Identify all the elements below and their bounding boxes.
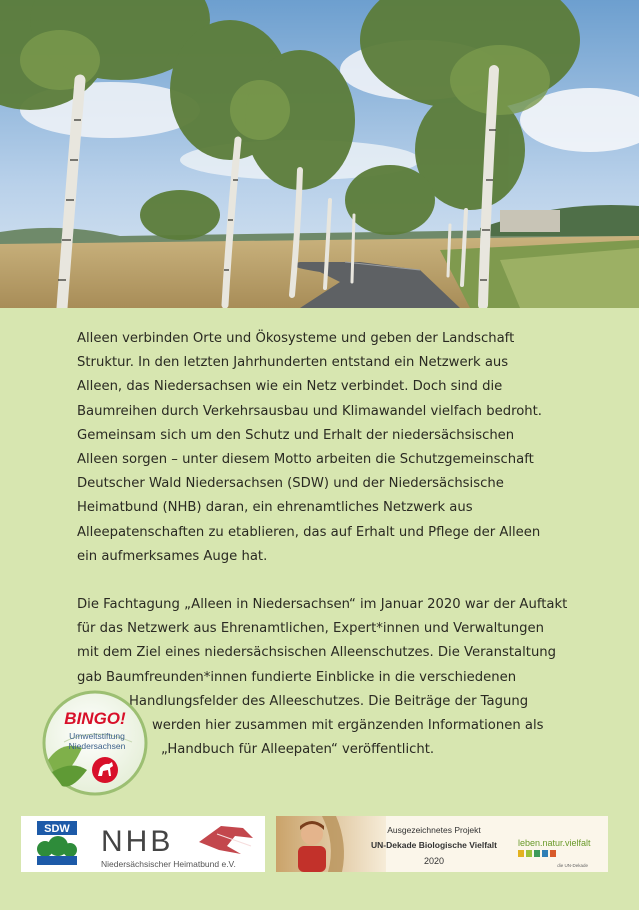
un-decade-award-logo: [276, 816, 608, 872]
paragraph-line: für das Netzwerk aus Ehrenamtlichen, Expert*innen und Verwaltungen: [77, 621, 544, 637]
nhb-subtitle: Niedersächsischer Heimatbund e.V.: [101, 859, 236, 869]
award-year: 2020: [423, 856, 445, 866]
paragraph-line: „Handbuch für Alleepaten“ veröffentlicht.: [161, 742, 435, 758]
paragraph-line: werden hier zusammen mit ergänzenden Informationen als: [152, 718, 544, 734]
nhb-logo: [21, 816, 265, 872]
brand-subtitle: die UN-Dekade: [557, 863, 588, 868]
brand-name: leben.natur.vielfalt: [518, 838, 591, 848]
paragraph-line: Handlungsfelder des Alleeschutzes. Die Beiträge der Tagung: [129, 693, 529, 709]
nhb-letters: NHB: [101, 825, 174, 858]
paragraph-line: mit dem Ziel eines niedersächsischen Alleenschutzes. Die Veranstaltung: [77, 645, 557, 661]
bingo-line2: Niedersachsen: [68, 741, 126, 751]
header-photo: [0, 0, 639, 308]
paragraph-line: gab Baumfreunden*innen fundierte Einblicke in die verschiedenen: [77, 669, 517, 685]
bingo-umweltstiftung-logo: [42, 690, 148, 796]
bingo-line1: Umweltstiftung: [69, 731, 125, 741]
bingo-word: BINGO!: [64, 709, 126, 728]
sdw-label: SDW: [44, 823, 70, 835]
award-line1: Ausgezeichnetes Projekt: [387, 825, 481, 835]
intro-paragraph: Alleen verbinden Orte und Ökosysteme und geben der Landschaft Struktur. In den letzten Jahrhunderten entstand ein Netzwerk aus Alleen, das Niedersachsen wie ein Netz verbindet. Doch sind die Baumreihen durch Verkehrsausbau und Klimawandel vielfach bedroht. Gemeinsam sich um den Schutz und Erhalt der niedersächsischen Alleen sorgen – unter diesem Motto arbeiten die Schutzgemeinschaft Deutscher Wald Niedersachsen (SDW) und der Niedersächsische Heimatbund (NHB) daran, ein ehrenamtliches Netzwerk aus Alleepatenschaften zu etablieren, das auf Erhalt und Pflege der Alleen ein aufmerksames Auge hat.: [77, 331, 542, 564]
birch-avenue-illustration: [0, 0, 639, 308]
color-bars-icon: [518, 850, 556, 857]
award-line2: UN-Dekade Biologische Vielfalt: [371, 840, 497, 850]
paragraph-line: Die Fachtagung „Alleen in Niedersachsen“ im Januar 2020 war der Auftakt: [77, 597, 568, 613]
